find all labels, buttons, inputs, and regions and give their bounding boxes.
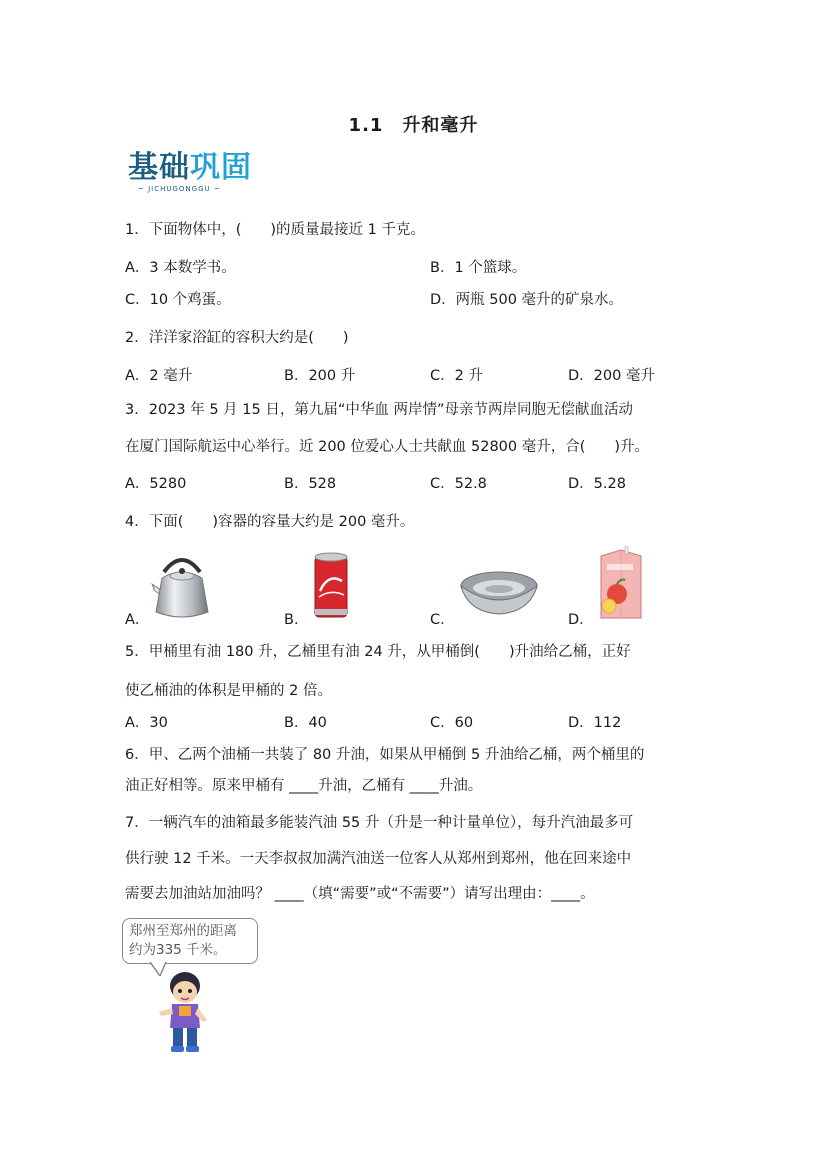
question-3-stem-line-1: 3．2023 年 5 月 15 日，第九届“中华血 两岸情”母亲节两岸同胞无偿献血活动: [125, 402, 633, 418]
question-2-stem: 2．洋洋家浴缸的容积大约是( ): [125, 330, 349, 346]
question-3-option-d: D．5.28: [568, 476, 626, 492]
question-4-option-c: C．: [430, 612, 455, 628]
question-2-option-a: A．2 毫升: [125, 368, 193, 384]
badge-text-1: 基础: [128, 150, 190, 185]
question-1-option-d: D．两瓶 500 毫升的矿泉水。: [430, 292, 624, 308]
question-5-option-b: B．40: [284, 715, 327, 731]
badge-subtitle: ~ JICHUGONGGU ~: [138, 185, 221, 193]
question-4-option-d: D．: [568, 612, 594, 628]
question-7-stem-line-3: 需要去加油站加油吗？ ____（填“需要”或“不需要”）请写出理由：____。: [125, 886, 595, 902]
question-7-stem-line-1: 7．一辆汽车的油箱最多能装汽油 55 升（升是一种计量单位），每升汽油最多可: [125, 815, 634, 831]
question-2-option-b: B．200 升: [284, 368, 356, 384]
speech-bubble-line-1: 郑州至郑州的距离: [129, 923, 237, 939]
question-3-option-a: A．5280: [125, 476, 187, 492]
steel-bowl-image: [458, 564, 540, 618]
page-title: 1.1 升和毫升: [348, 115, 479, 136]
question-3-stem-line-2: 在厦门国际航运中心举行。近 200 位爱心人士共献血 52800 毫升，合( )升。: [125, 439, 650, 455]
section-badge: [128, 150, 274, 198]
question-4-stem: 4．下面( )容器的容量大约是 200 毫升。: [125, 514, 415, 530]
question-3-option-c: C．52.8: [430, 476, 487, 492]
badge-text-2: 巩固: [190, 150, 252, 185]
question-1-option-a: A．3 本数学书。: [125, 260, 236, 276]
juice-box-image: [597, 546, 645, 620]
speech-bubble-line-2: 约为335 千米。: [129, 942, 227, 958]
soda-can-image: [312, 551, 350, 621]
kettle-image: [148, 546, 216, 622]
boy-illustration: [155, 968, 217, 1058]
question-5-option-a: A．30: [125, 715, 168, 731]
question-1-option-b: B．1 个篮球。: [430, 260, 527, 276]
question-5-stem-line-1: 5．甲桶里有油 180 升，乙桶里有油 24 升，从甲桶倒( )升油给乙桶，正好: [125, 644, 631, 660]
question-6-stem-line-1: 6．甲、乙两个油桶一共装了 80 升油，如果从甲桶倒 5 升油给乙桶，两个桶里的: [125, 747, 645, 763]
question-7-stem-line-2: 供行驶 12 千米。一天李叔叔加满汽油送一位客人从郑州到郑州，他在回来途中: [125, 851, 632, 867]
question-3-option-b: B．528: [284, 476, 337, 492]
question-1-stem: 1．下面物体中，( )的质量最接近 1 千克。: [125, 222, 425, 238]
speech-bubble: [122, 918, 258, 964]
question-2-option-c: C．2 升: [430, 368, 483, 384]
question-4-option-a: A．: [125, 612, 150, 628]
question-5-option-c: C．60: [430, 715, 474, 731]
question-1-option-c: C．10 个鸡蛋。: [125, 292, 231, 308]
question-5-option-d: D．112: [568, 715, 622, 731]
question-4-option-b: B．: [284, 612, 309, 628]
question-2-option-d: D．200 毫升: [568, 368, 655, 384]
question-6-stem-line-2: 油正好相等。原来甲桶有 ____升油，乙桶有 ____升油。: [125, 778, 483, 794]
question-5-stem-line-2: 使乙桶油的体积是甲桶的 2 倍。: [125, 683, 332, 699]
